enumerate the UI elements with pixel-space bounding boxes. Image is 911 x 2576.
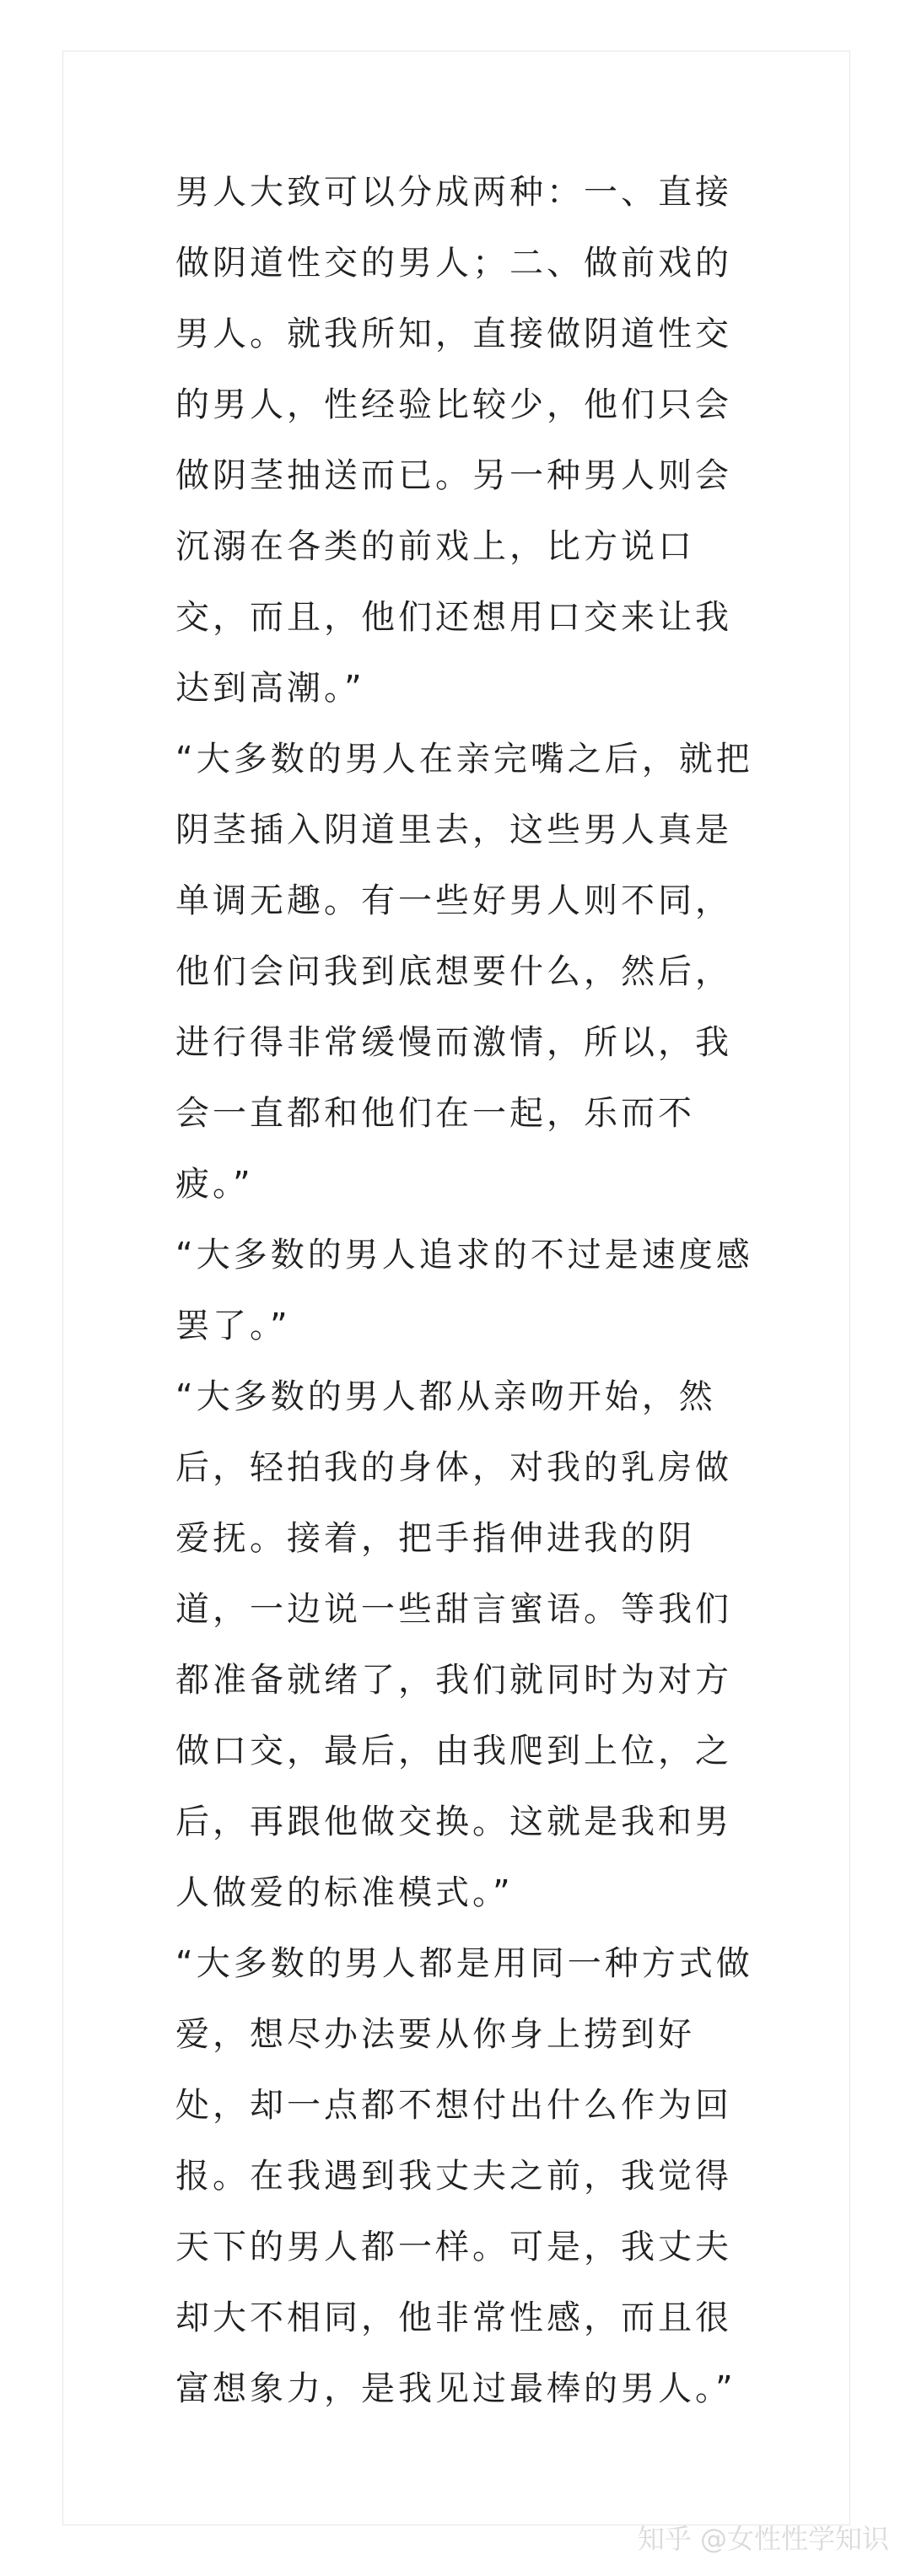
text-line: 天下的男人都一样。可是，我丈夫 xyxy=(175,2228,732,2266)
text-line: “大多数的男人追求的不过是速度感 xyxy=(175,1236,753,1275)
text-line: 交，而且，他们还想用口交来让我 xyxy=(175,598,732,637)
text-line: 处，却一点都不想付出什么作为回 xyxy=(175,2086,732,2125)
text-line: 男人。就我所知，直接做阴道性交 xyxy=(175,315,732,353)
text-line: “大多数的男人都是用同一种方式做 xyxy=(175,1944,753,1983)
text-line: “大多数的男人在亲完嘴之后，就把 xyxy=(175,740,753,779)
text-line: 达到高潮。” xyxy=(175,669,365,708)
text-line: 男人大致可以分成两种：一、直接 xyxy=(175,173,732,212)
watermark: 知乎 @女性性学知识 xyxy=(637,2523,889,2555)
text-line: 做阴道性交的男人；二、做前戏的 xyxy=(175,244,732,283)
text-line: 的男人，性经验比较少，他们只会 xyxy=(175,385,732,424)
text-line: 罢了。” xyxy=(175,1307,291,1345)
text-line: 道，一边说一些甜言蜜语。等我们 xyxy=(175,1590,732,1629)
text-line: 后，再跟他做交换。这就是我和男 xyxy=(175,1803,732,1841)
text-line: 做阴茎抽送而已。另一种男人则会 xyxy=(175,456,732,495)
text-line: 单调无趣。有一些好男人则不同， xyxy=(175,881,732,920)
text-line: 疲。” xyxy=(175,1165,254,1204)
text-line: 却大不相同，他非常性感，而且很 xyxy=(175,2298,732,2337)
text-line: 人做爱的标准模式。” xyxy=(175,1873,514,1912)
text-line: 他们会问我到底想要什么，然后， xyxy=(175,952,732,991)
text-line: 阴茎插入阴道里去，这些男人真是 xyxy=(175,811,732,849)
text-line: 都准备就绪了，我们就同时为对方 xyxy=(175,1661,732,1700)
text-line: 沉溺在各类的前戏上，比方说口 xyxy=(175,527,695,566)
text-line: “大多数的男人都从亲吻开始，然 xyxy=(175,1377,716,1416)
text-line: 后，轻拍我的身体，对我的乳房做 xyxy=(175,1448,732,1487)
text-line: 爱抚。接着，把手指伸进我的阴 xyxy=(175,1519,695,1558)
text-line: 富想象力，是我见过最棒的男人。” xyxy=(175,2369,736,2408)
text-line: 会一直都和他们在一起，乐而不 xyxy=(175,1094,695,1133)
text-line: 爱，想尽办法要从你身上捞到好 xyxy=(175,2015,695,2054)
text-line: 做口交，最后，由我爬到上位，之 xyxy=(175,1732,732,1770)
text-line: 报。在我遇到我丈夫之前，我觉得 xyxy=(175,2157,732,2196)
text-line: 进行得非常缓慢而激情，所以，我 xyxy=(175,1023,732,1062)
